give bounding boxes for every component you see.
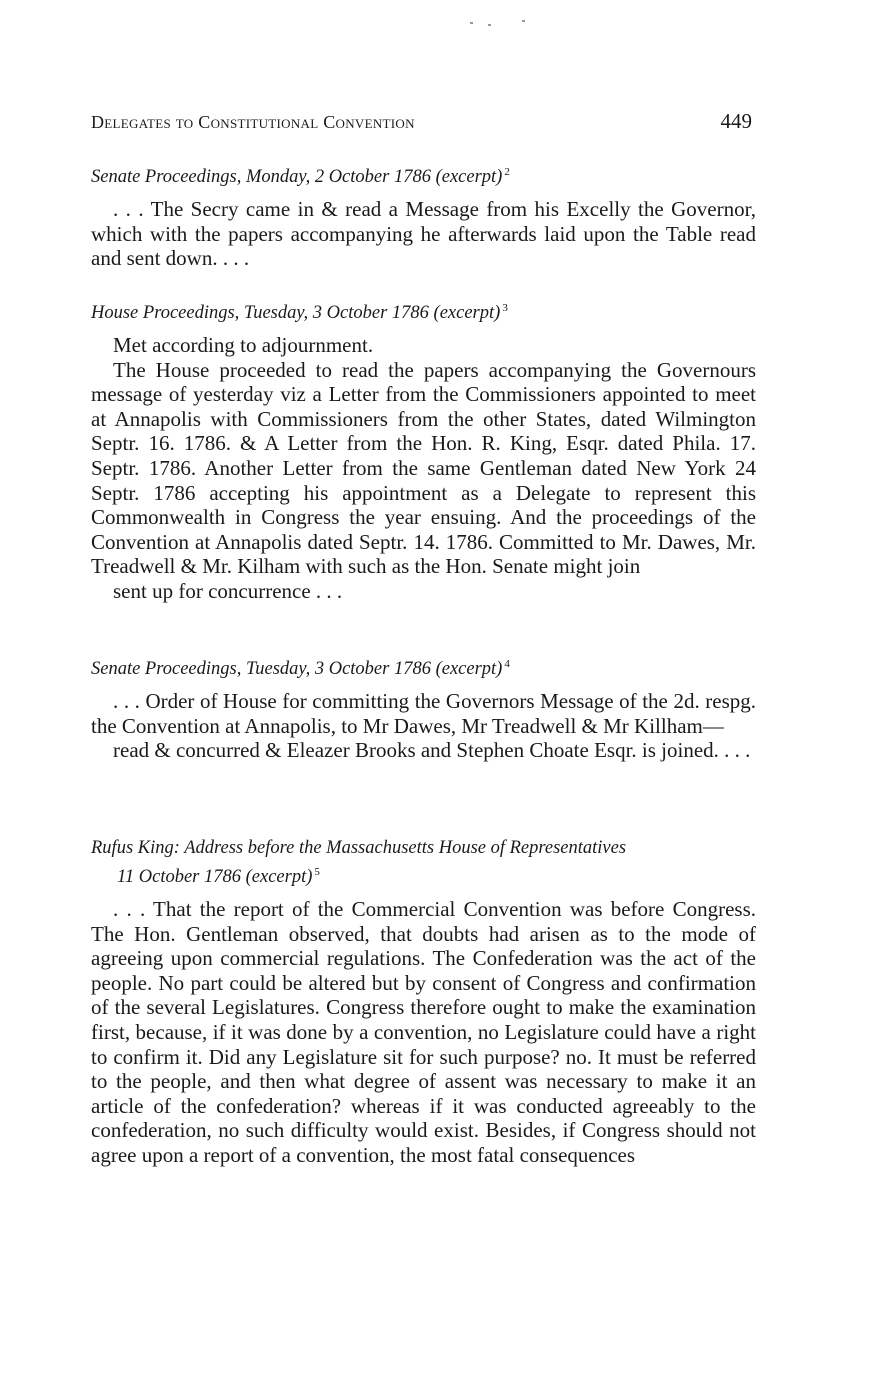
section-house-3-oct (91, 296, 756, 604)
running-title: Delegates to Constitutional Convention (91, 112, 415, 132)
footnote-marker: 2 (504, 166, 510, 178)
section-heading: House Proceedings, Tuesday, 3 October 1786 (excerpt) $^3$ (91, 302, 508, 323)
paragraph: . . . The Secry came in & read a Message from his Excelly the Governor, which with the papers accompanying he afterwards laid upon the Table read and sent down. . . . (91, 197, 756, 271)
section-senate-3-oct (91, 652, 756, 763)
scan-speck (522, 20, 525, 22)
footnote-marker: 5 (314, 866, 320, 878)
paragraph: Met according to adjournment. (113, 333, 374, 357)
paragraph: sent up for concurrence . . . (113, 578, 343, 603)
paragraph: read & concurred & Eleazer Brooks and Stephen Choate Esqr. is joined. . . . (113, 738, 751, 763)
running-head (91, 109, 756, 138)
footnote-marker: 3 (502, 302, 508, 314)
section-heading: Senate Proceedings, Tuesday, 3 October 1786 (excerpt) $^4$ (91, 658, 510, 679)
paragraph: . . . Order of House for committing the Governors Message of the 2d. respg. the Convention at Annapolis, to Mr Dawes, Mr Treadwell & Mr Killham— (91, 689, 756, 738)
paragraph: The House proceeded to read the papers accompanying the Governours message of yesterday viz a Letter from the Commissioners appointed to meet at Annapolis with Commissioners from the other States, dated Wilmington Septr. 16. 1786. & A Letter from the Hon. R. King, Esqr. dated Phila. 17. Septr. 1786. Another Letter from the same Gentleman dated New York 24 Septr. 1786 accepting his appointment as a Delegate to represent this Commonwealth in Congress the year ensuing. And the proceedings of the Convention at Annapolis dated Septr. 14. 1786. Committed to Mr. Dawes, Mr. Treadwell & Mr. Kilham with such as the Hon. Senate might join (91, 357, 756, 579)
section-rufus-king-address (91, 836, 756, 1168)
section-heading-continued: 11 October 1786 (excerpt) $^5$ (117, 866, 320, 887)
scan-speck (470, 22, 473, 24)
scan-speck (488, 24, 491, 26)
section-heading: Rufus King: Address before the Massachusetts House of Representatives 11 October 1786 (excerpt) $^5$ (91, 836, 756, 889)
section-heading: Senate Proceedings, Monday, 2 October 1786 (excerpt) $^2$ (91, 166, 510, 187)
section-senate-2-oct (91, 160, 756, 271)
paragraph: . . . That the report of the Commercial Convention was before Congress. The Hon. Gentleman observed, that doubts had arisen as to the mode of agreeing upon commercial regulations. The Confederation was the act of the people. No part could be altered but by consent of Congress and confirmation of the several Legislatures. Congress therefore ought to make the examination first, because, if it was done by a convention, no Legislature could have a right to confirm it. Did any Legislature sit for such purpose? no. It must be referred to the people, and then what degree of assent was necessary to make it an article of the confederation? whereas if it was conducted agreeably to the confederation, no such difficulty would exist. Besides, if Congress should not agree upon a report of a convention, the most fatal consequences (91, 897, 756, 1167)
page-number: 449 (720, 109, 752, 133)
footnote-marker: 4 (504, 658, 510, 670)
